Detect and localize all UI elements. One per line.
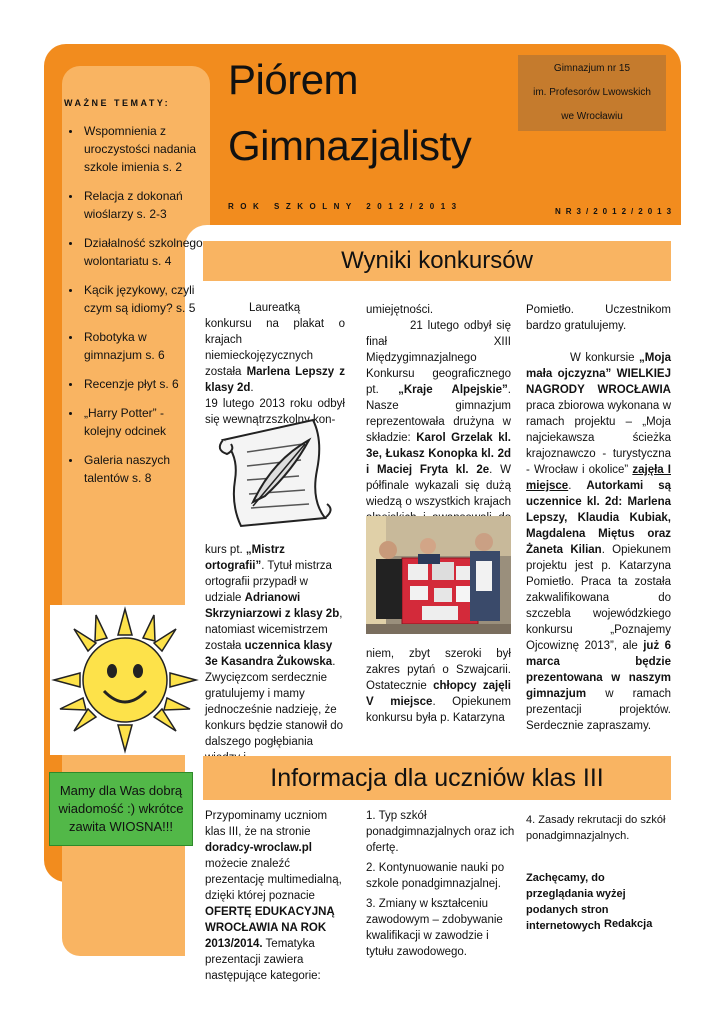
paragraph: umiejętności. bbox=[366, 304, 434, 316]
website-link[interactable]: doradcy-wroclaw.pl bbox=[205, 842, 312, 854]
list-item: 2. Kontynuowanie nauki po szkole ponadgimnazjalnej. bbox=[366, 862, 505, 890]
offer-name: OFERTĘ EDUKACYJNĄ WROCŁAWIA NA ROK 2013/2014. bbox=[205, 906, 335, 950]
text: Laureatką konkursu na plakat o krajach niemieckojęzycznych została bbox=[205, 302, 345, 378]
topic-item: • Robotyka w gimnazjum s. 6 bbox=[82, 328, 204, 364]
school-line: Gimnazjum nr 15 bbox=[553, 63, 631, 74]
team-names: Karol Grzelak kl. 3e, Łukasz Konopka kl. 2d i Maciej Fryta kl. 2e bbox=[366, 432, 511, 476]
paragraph bbox=[205, 808, 345, 984]
article2-column2 bbox=[366, 808, 516, 964]
text: . bbox=[250, 382, 254, 394]
school-name-box bbox=[518, 55, 666, 131]
text: . Opiekunem projektu jest p. Katarzyna Pomietło. Praca ta została zakwalifikowana do szczebla wojewódzkiego konkursu „Poznajemy Ojcowiznę 2013”, ale bbox=[526, 544, 671, 652]
article2-column1 bbox=[205, 808, 345, 984]
text: kurs pt. bbox=[205, 544, 246, 556]
news-box: Mamy dla Was dobrą wiadomość :) wkrótce zawita WIOSNA!!! bbox=[49, 772, 193, 846]
text: . W półfinale wykazali się dużą wiedzą o wszystkich krajach bbox=[366, 464, 511, 508]
list-item: 3. Zmiany w kształceniu zawodowym – zdobywanie kwalifikacji w zawodzie i tytułu zawodowego. bbox=[366, 898, 503, 958]
text: . Zwycięzcom serdecznie gratulujemy i mamy jednocześnie nadzieję, że konkurs będzie stanowił do dalszego pogłębiania bbox=[205, 656, 344, 748]
text: Przypominamy uczniom klas III, że na stronie bbox=[205, 810, 328, 838]
topics-list bbox=[62, 122, 204, 498]
article1-column1-continued bbox=[205, 542, 345, 766]
section-heading-class-iii: Informacja dla uczniów klas III bbox=[203, 756, 671, 800]
newsletter-title: Piórem bbox=[228, 56, 359, 103]
scroll-quill-illustration bbox=[213, 410, 337, 530]
contest-name: „Mistrz ortografii” bbox=[205, 544, 285, 572]
paragraph bbox=[205, 542, 345, 766]
presentation-date: już 6 marca będzie prezentowana w naszym gimnazjum bbox=[526, 640, 672, 700]
sun-illustration bbox=[50, 605, 200, 755]
text: , natomiast wicemistrzem została bbox=[205, 608, 343, 652]
text: . Tytuł mistrza ortografii przypadł w udziale bbox=[205, 560, 332, 604]
text: możecie znaleźć prezentację multimedialną, dzięki której poznacie bbox=[205, 858, 342, 902]
text: . bbox=[568, 480, 587, 492]
topic-item: • Działalność szkolnego wolontariatu s. 4 bbox=[82, 234, 204, 270]
paragraph bbox=[366, 646, 511, 726]
text: praca zbiorowa wykonana w ramach projektu – „Moja najciekawsza ścieżka krajoznawczo - turystyczna - Wrocław i okolice” bbox=[526, 400, 671, 476]
school-line: im. Profesorów Lwowskich bbox=[533, 87, 651, 98]
topic-item: • „Harry Potter” - kolejny odcinek bbox=[82, 404, 204, 440]
runner-up-name: uczennica klasy 3e Kasandra Żukowska bbox=[205, 640, 333, 668]
text: W konkursie bbox=[570, 352, 640, 364]
text: w ramach prezentacji projektów. Serdecznie zapraszamy. bbox=[526, 688, 671, 732]
topic-item: • Recenzje płyt s. 6 bbox=[82, 375, 204, 393]
list-item: 4. Zasady rekrutacji do szkół ponadgimnazjalnych. bbox=[526, 814, 666, 842]
contest-name: „Kraje Alpejskie” bbox=[398, 384, 508, 396]
authors: Autorkami są uczennice kl. 2d: Marlena Lepszy, Klaudia Kubiak, Magdalena Miętus oraz Żaneta Kilian bbox=[526, 480, 672, 556]
article1-column3 bbox=[526, 302, 671, 734]
topic-item: • Kącik językowy, czyli czym są idiomy? s. 5 bbox=[82, 281, 204, 317]
topics-heading: WAŻNE TEMATY: bbox=[64, 98, 171, 108]
paragraph: 19 lutego 2013 roku odbył się wewnątrzszkolny kon- bbox=[205, 398, 345, 426]
text: Tematyka prezentacji zawiera następujące kategorie: bbox=[205, 938, 321, 982]
school-line: we Wrocławiu bbox=[561, 111, 623, 122]
contest-name: „Moja mała ojczyzna” WIELKIEJ NAGRODY WROCŁAWIA bbox=[526, 352, 671, 396]
article1-column1 bbox=[205, 300, 345, 428]
school-year: ROK SZKOLNY 2012/2013 bbox=[228, 202, 463, 211]
topic-item: • Galeria naszych talentów s. 8 bbox=[82, 451, 204, 487]
section-heading-contests: Wyniki konkursów bbox=[203, 241, 671, 281]
paragraph bbox=[205, 300, 345, 396]
newsletter-title-line2: Gimnazjalisty bbox=[228, 122, 472, 169]
topic-item: • Wspomnienia z uroczystości nadania szkole imienia s. 2 bbox=[82, 122, 204, 176]
winner-name: Marlena Lepszy z klasy 2d bbox=[205, 366, 345, 394]
text: 21 lutego odbył się finał XIII Międzygimnazjalnego Konkursu geograficznego pt. bbox=[366, 320, 511, 396]
paragraph bbox=[526, 350, 671, 734]
paragraph: Pomietło. Uczestnikom bardzo gratulujemy. bbox=[526, 304, 671, 332]
topic-item: • Relacja z dokonań wioślarzy s. 2-3 bbox=[82, 187, 204, 223]
list-item: 1. Typ szkół ponadgimnazjalnych oraz ich ofertę. bbox=[366, 810, 515, 854]
students-photo bbox=[366, 516, 511, 634]
issue-number: NR3/2012/2013 bbox=[555, 207, 677, 216]
text: . Opiekunem konkursu była p. Katarzyna bbox=[366, 696, 511, 724]
text: niem, zbyt szeroki był zakres pytań o Szwajcarii. Ostatecznie bbox=[366, 648, 511, 692]
winner-name: Adrianowi Skrzyniarzowi z klasy 2b bbox=[205, 592, 340, 620]
signature: Redakcja bbox=[604, 918, 653, 930]
article1-column2-continued bbox=[366, 646, 511, 726]
result: zajęła I miejsce bbox=[526, 464, 671, 492]
result: chłopcy zajęli V miejsce bbox=[366, 680, 512, 708]
closing-note: Zachęcamy, do przeglądania wyżej podanych stron internetowych bbox=[526, 872, 626, 932]
text: . Nasze gimnazjum reprezentowała drużyna w składzie: bbox=[366, 384, 511, 444]
